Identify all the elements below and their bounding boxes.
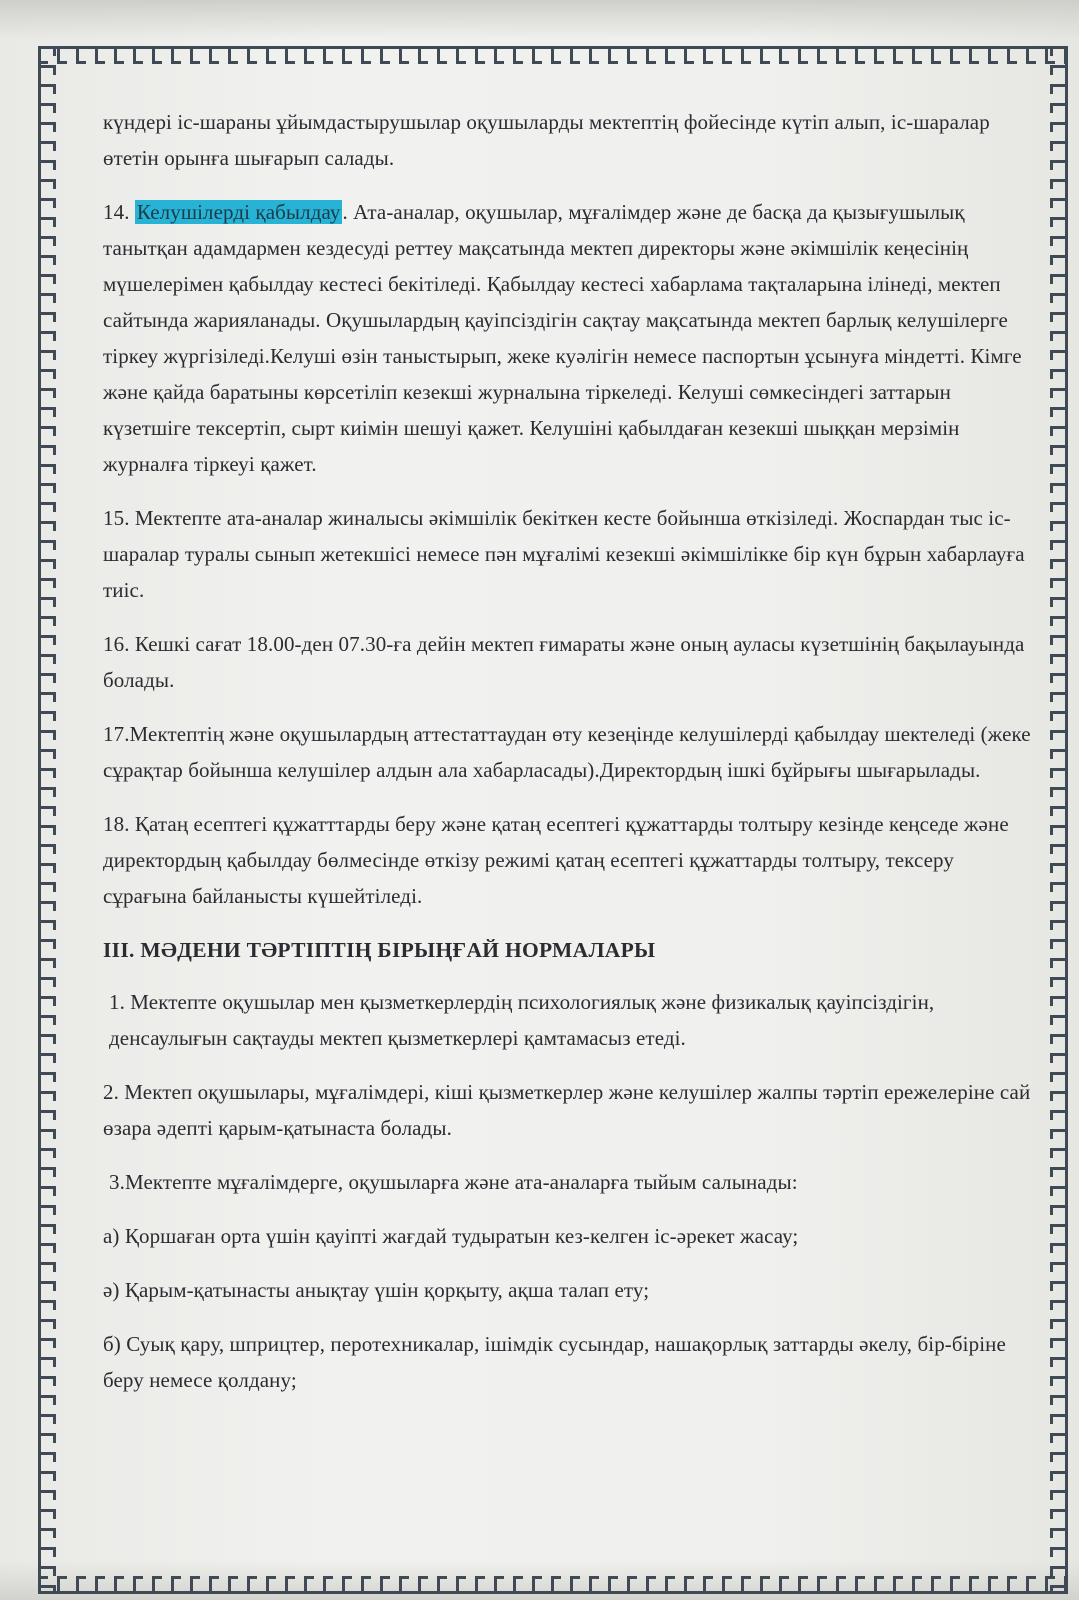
paragraph-15: 15. Мектепте ата-аналар жиналысы әкімшілік бекіткен кесте бойынша өткізіледі. Жоспардан тыс іс-шаралар туралы сынып жетекшісі немесе пән мұғалімі кезекші әкімшілікке бір күн бұрын хабарлауға тиіс. xyxy=(103,506,1025,602)
paragraph-14-text: . Ата-аналар, оқушылар, мұғалімдер және де басқа да қызығушылық танытқан адамдармен кездесуді реттеу мақсатында мектеп директоры және әкімшілік кеңесінің мүшелерімен қабылдау кестесі бекітіледі. Қабылдау кестесі хабарлама тақталарына ілінеді, мектеп сайтында жарияланады. Оқушылардың қауіпсіздігін сақтау мақсатында мектеп барлық келушілерге тіркеу жүргізіледі.Келуші өзін таныстырып, жеке куәлігін немесе паспортын ұсынуға міндетті. Кімге және қайда баратыны көрсетіліп кезекші журналына тіркеледі. Келуші сөмкесіндегі заттарын күзетшіге тексертіп, сырт киімін шешуі қажет. Келушіні қабылдаған кезекші шыққан мерзімін журналға тіркеуі қажет. xyxy=(103,200,1022,476)
paragraph-17: 17.Мектептің және оқушылардың аттестаттаудан өту кезеңінде келушілерді қабылдау шектеледі (жеке сұрақтар бойынша келушілер алдын ала хабарласады).Директордың ішкі бұйрығы шығарылады. xyxy=(103,722,1031,782)
section3-item-3: 3.Мектепте мұғалімдерге, оқушыларға және ата-аналарға тыйым салынады: xyxy=(109,1170,798,1194)
border-right xyxy=(1050,46,1068,1594)
section-heading-3: III. МӘДЕНИ ТӘРТІПТІҢ БІРЫҢҒАЙ НОРМАЛАРЫ xyxy=(103,938,656,962)
border-top xyxy=(38,46,1068,64)
paragraph-14 xyxy=(103,194,1038,482)
section3-item-3b: б) Суық қару, шприцтер, перотехникалар, ішімдік сусындар, нашақорлық заттарды әкелу, бір-біріне беру немесе қолдану; xyxy=(103,1332,1006,1392)
section3-item-3ae: ә) Қарым-қатынасты анықтау үшін қорқыту, ақша талап ету; xyxy=(103,1278,650,1302)
top-shadow xyxy=(0,0,1079,40)
highlighted-phrase: Келушілерді қабылдау xyxy=(136,200,341,224)
paragraph-18: 18. Қатаң есептегі құжатттарды беру және қатаң есептегі құжаттарды толтыру кезінде кеңседе және директордың қабылдау бөлмесінде өткізу режимі қатаң есептегі құжаттарды толтыру, тексеру сұрағына байланысты күшейтіледі. xyxy=(103,812,1009,908)
paragraph-14-number: 14. xyxy=(103,200,135,224)
paragraph-16: 16. Кешкі сағат 18.00-ден 07.30-ға дейін мектеп ғимараты және оның ауласы күзетшінің бақылауында болады. xyxy=(103,632,1025,692)
section3-item-2: 2. Мектеп оқушылары, мұғалімдері, кіші қызметкерлер және келушілер жалпы тәртіп ережелеріне сай өзара әдепті қарым-қатынаста болады. xyxy=(103,1080,1031,1140)
border-left xyxy=(38,46,56,1594)
section3-item-3a: а) Қоршаған орта үшін қауіпті жағдай тудыратын кез-келген іс-әрекет жасау; xyxy=(103,1224,799,1248)
paragraph-intro: күндері іс-шараны ұйымдастырушылар оқушыларды мектептің фойесінде күтіп алып, іс-шаралар өтетін орынға шығарып салады. xyxy=(103,110,990,170)
section3-item-1: 1. Мектепте оқушылар мен қызметкерлердің психологиялық және физикалық қауіпсіздігін, денсаулығын сақтауды мектеп қызметкерлері қамтамасыз етеді. xyxy=(109,990,935,1050)
document-body xyxy=(103,104,1038,1416)
border-bottom xyxy=(38,1576,1068,1594)
